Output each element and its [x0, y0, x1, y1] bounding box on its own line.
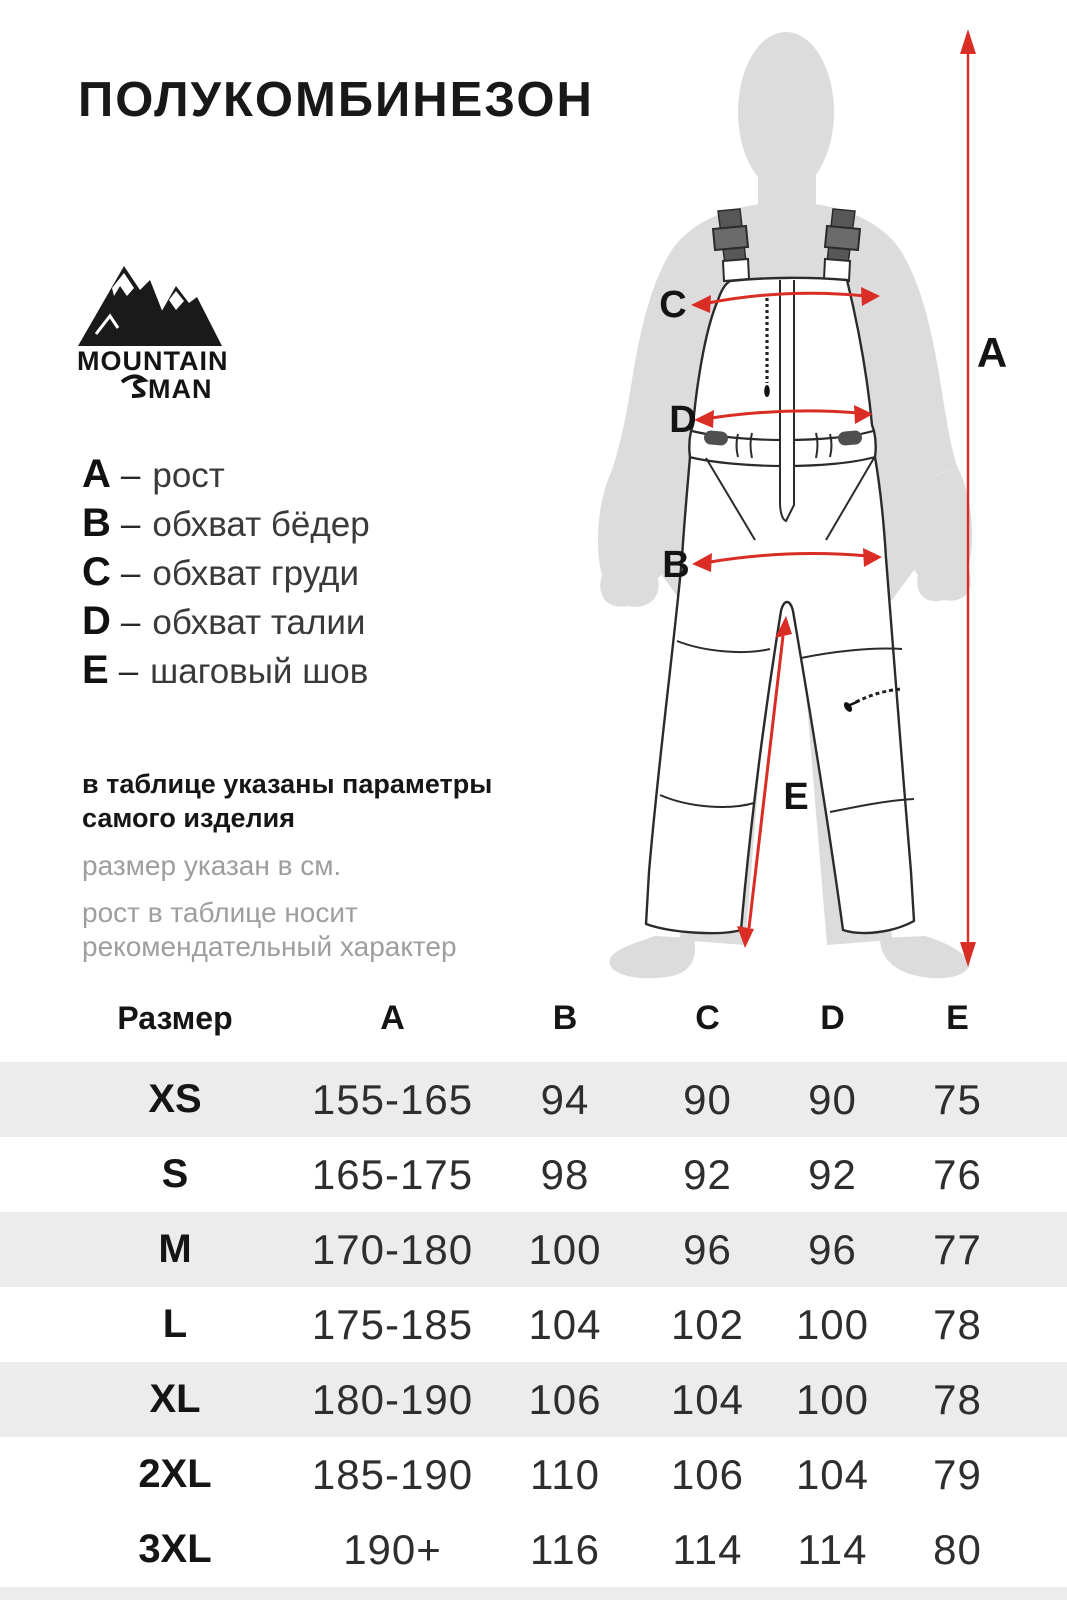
legend-dash: – — [120, 603, 141, 642]
table-row — [0, 1512, 1067, 1587]
table-row — [0, 1062, 1067, 1137]
note-height: рост в таблице носит рекомендательный характер — [82, 896, 457, 962]
value-e: 79 — [933, 1450, 982, 1498]
size-label: M — [158, 1227, 192, 1271]
diagram-label-c: C — [659, 284, 687, 326]
value-c: 92 — [683, 1150, 732, 1198]
legend-letter: B — [82, 501, 111, 545]
legend-desc: обхват бёдер — [152, 505, 370, 544]
mountains-icon — [78, 266, 222, 346]
logo-text-line2: MAN — [148, 374, 213, 404]
legend-item-e — [82, 648, 622, 697]
value-d: 114 — [797, 1525, 868, 1573]
value-a: 170-180 — [311, 1225, 474, 1273]
legend-dash: – — [120, 505, 141, 544]
size-label: XL — [149, 1377, 201, 1421]
table-row — [0, 1287, 1067, 1362]
value-a: 165-175 — [311, 1150, 474, 1198]
note-bold: в таблице указаны параметры самого изделия — [82, 769, 493, 833]
value-b: 94 — [540, 1075, 590, 1123]
diagram-label-d: D — [669, 399, 697, 441]
diagram-label-a: A — [976, 329, 1008, 376]
size-label: XS — [148, 1077, 202, 1121]
value-e: 78 — [933, 1375, 982, 1423]
value-b: 110 — [530, 1450, 600, 1498]
legend-desc: рост — [152, 456, 225, 495]
value-e: 75 — [933, 1075, 982, 1123]
legend-dash: – — [120, 554, 141, 593]
value-b: 98 — [540, 1150, 590, 1198]
column-header-c: C — [695, 999, 720, 1037]
legend-letter: D — [82, 599, 111, 643]
value-c: 96 — [683, 1225, 732, 1273]
table-row — [0, 1362, 1067, 1437]
value-d: 92 — [808, 1150, 857, 1198]
value-b: 100 — [528, 1225, 602, 1273]
legend-item-b — [82, 501, 622, 550]
diagram-label-b: B — [662, 544, 690, 586]
value-b: 104 — [528, 1300, 602, 1348]
value-e: 76 — [933, 1150, 982, 1198]
value-a: 155-165 — [311, 1075, 474, 1123]
value-e: 77 — [933, 1225, 982, 1273]
value-a: 175-185 — [311, 1300, 474, 1348]
page-title: ПОЛУКОМБИНЕЗОН — [78, 73, 594, 127]
legend-letter: C — [82, 550, 111, 594]
value-a: 190+ — [343, 1525, 442, 1573]
legend-item-d — [82, 599, 622, 648]
legend-dash: – — [118, 652, 139, 691]
size-label: 3XL — [138, 1527, 212, 1571]
value-c: 102 — [670, 1300, 745, 1348]
bottom-stripe — [0, 1587, 1067, 1600]
measurement-diagram — [580, 0, 1067, 985]
value-b: 116 — [530, 1525, 600, 1573]
value-d: 100 — [795, 1375, 870, 1423]
value-a: 180-190 — [311, 1375, 474, 1423]
table-row — [0, 1212, 1067, 1287]
column-header-size: Размер — [117, 1000, 233, 1036]
column-header-a: A — [380, 999, 405, 1037]
table-row — [0, 1137, 1067, 1212]
legend-desc: обхват груди — [152, 554, 360, 593]
value-d: 100 — [795, 1300, 870, 1348]
measurement-legend — [82, 452, 622, 697]
value-c: 90 — [683, 1075, 732, 1123]
note-units: размер указан в см. — [82, 849, 342, 881]
value-c: 114 — [672, 1525, 743, 1573]
column-header-d: D — [820, 999, 845, 1037]
column-header-e: E — [946, 999, 969, 1037]
brand-logo — [76, 256, 246, 406]
legend-item-c — [82, 550, 622, 599]
size-table — [0, 975, 1067, 1587]
legend-desc: обхват талии — [152, 603, 366, 642]
value-e: 78 — [933, 1300, 982, 1348]
size-label: L — [162, 1302, 188, 1346]
size-label: S — [161, 1152, 189, 1196]
value-d: 90 — [808, 1075, 857, 1123]
value-c: 104 — [670, 1375, 745, 1423]
diagram-label-e: E — [783, 776, 809, 818]
logo-squiggle — [122, 376, 144, 396]
value-d: 104 — [795, 1450, 870, 1498]
value-d: 96 — [808, 1225, 857, 1273]
table-header-row — [0, 975, 1067, 1062]
column-header-b: B — [552, 999, 578, 1037]
legend-dash: – — [120, 456, 141, 495]
value-a: 185-190 — [311, 1450, 474, 1498]
logo-text-line1: MOUNTAIN — [77, 346, 229, 376]
table-row — [0, 1437, 1067, 1512]
size-label: 2XL — [138, 1452, 212, 1496]
value-e: 80 — [933, 1525, 982, 1573]
legend-letter: E — [82, 648, 109, 692]
value-b: 106 — [528, 1375, 602, 1423]
legend-desc: шаговый шов — [150, 652, 369, 691]
value-c: 106 — [670, 1450, 745, 1498]
notes-block — [82, 768, 552, 964]
legend-item-a — [82, 452, 622, 501]
legend-letter: A — [82, 452, 111, 496]
